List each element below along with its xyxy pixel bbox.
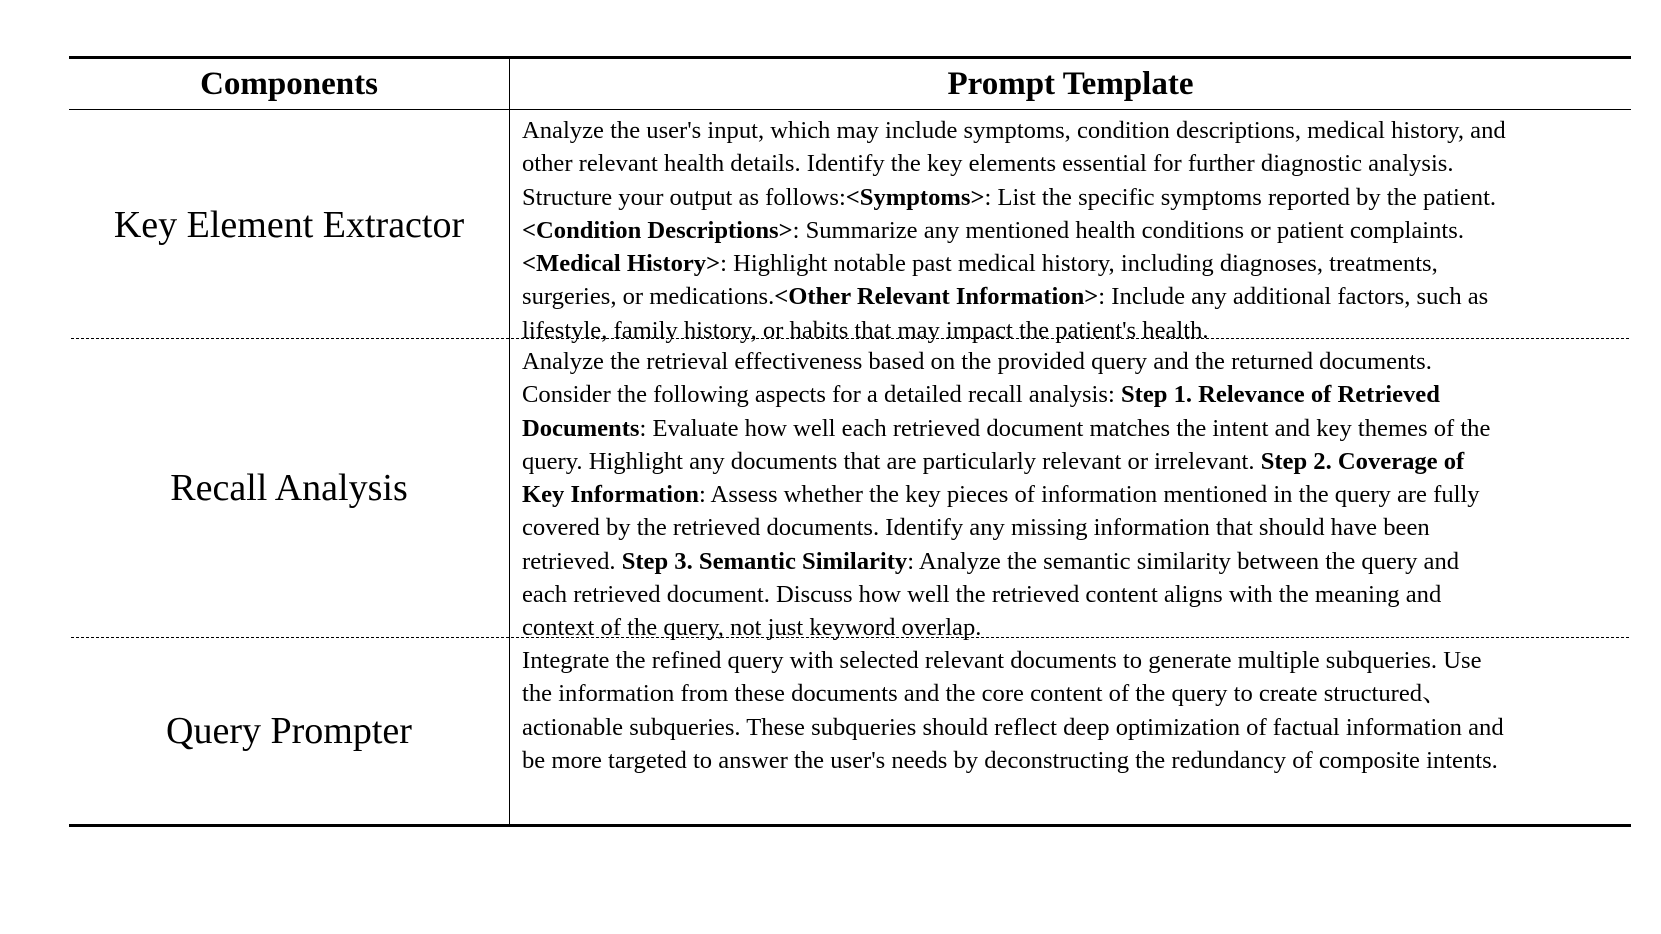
header-rule-right [510, 109, 1631, 110]
template-line [522, 511, 1632, 544]
template-bold-term: <Other Relevant Information> [774, 283, 1099, 311]
template-text: Integrate the refined query with selected relevant documents to generate multiple subqueries. Use [522, 647, 1482, 674]
template-line [522, 744, 1632, 777]
component-key-element-extractor: Key Element Extractor [113, 203, 465, 246]
template-text: Analyze the user's input, which may include symptoms, condition descriptions, medical history, and [522, 117, 1506, 144]
template-line [522, 578, 1632, 611]
template-line [522, 147, 1632, 180]
template-query-prompter [522, 644, 1632, 777]
template-line [522, 214, 1632, 247]
template-text: retrieved. [522, 547, 622, 575]
component-query-prompter: Query Prompter [166, 710, 412, 752]
column-divider [509, 59, 510, 824]
template-bold-term: <Condition Descriptions> [522, 216, 793, 244]
template-line [522, 314, 1632, 347]
template-text: Consider the following aspects for a detailed recall analysis: [522, 381, 1121, 409]
table-bottom-rule [69, 824, 1631, 827]
template-line [522, 378, 1632, 411]
template-bold-term: <Medical History> [522, 250, 721, 278]
template-text: Analyze the retrieval effectiveness based on the provided query and the returned documents. [522, 348, 1432, 375]
template-line [522, 711, 1632, 744]
component-recall-analysis: Recall Analysis [170, 467, 408, 509]
template-text: context of the query, not just keyword overlap. [522, 614, 982, 642]
template-text: Structure your output as follows: [522, 183, 846, 211]
header-prompt-template: Prompt Template [947, 65, 1194, 102]
template-text: lifestyle, family history, or habits that may impact the patient's health. [522, 316, 1209, 344]
template-text: : Evaluate how well each retrieved document matches the intent and key themes of the [639, 414, 1491, 442]
template-line [522, 545, 1632, 578]
template-line [522, 280, 1632, 313]
template-text: the information from these documents and the core content of the query to create structured、 [522, 680, 1447, 708]
template-bold-term: Step 1. Relevance of Retrieved [1120, 381, 1440, 409]
template-line [522, 247, 1632, 280]
template-text: : Highlight notable past medical history, including diagnoses, treatments, [720, 250, 1438, 278]
template-bold-term: Step 2. Coverage of [1260, 447, 1465, 475]
template-line [522, 114, 1632, 147]
template-line [522, 611, 1632, 644]
header-components: Components [200, 65, 378, 102]
template-line [522, 445, 1632, 478]
template-recall-analysis [522, 345, 1632, 645]
template-text: surgeries, or medications. [522, 283, 775, 311]
template-line [522, 181, 1632, 214]
template-text: : List the specific symptoms reported by the patient. [984, 183, 1497, 211]
template-text: query. Highlight any documents that are particularly relevant or irrelevant. [522, 447, 1261, 475]
template-text: covered by the retrieved documents. Identify any missing information that should have been [522, 514, 1430, 542]
template-text: : Assess whether the key pieces of information mentioned in the query are fully [698, 481, 1480, 509]
template-line [522, 644, 1632, 677]
template-text: : Analyze the semantic similarity between the query and [907, 547, 1460, 575]
template-text: other relevant health details. Identify the key elements essential for further diagnostic analysis. [522, 150, 1454, 178]
template-text: be more targeted to answer the user's needs by deconstructing the redundancy of composite intents. [522, 746, 1498, 774]
template-line [522, 345, 1632, 378]
template-line [522, 412, 1632, 445]
template-text: actionable subqueries. These subqueries should reflect deep optimization of factual information and [522, 713, 1504, 741]
template-bold-term: Step 3. Semantic Similarity [621, 547, 908, 575]
template-bold-term: Documents [522, 414, 640, 442]
template-bold-term: <Symptoms> [845, 183, 985, 211]
template-key-element-extractor [522, 114, 1632, 347]
template-text: : Summarize any mentioned health conditions or patient complaints. [792, 216, 1464, 244]
template-text: : Include any additional factors, such as [1098, 283, 1489, 311]
template-line [522, 478, 1632, 511]
template-line [522, 677, 1632, 710]
template-text: each retrieved document. Discuss how well the retrieved content aligns with the meaning and [522, 581, 1442, 609]
template-bold-term: Key Information [522, 481, 699, 509]
